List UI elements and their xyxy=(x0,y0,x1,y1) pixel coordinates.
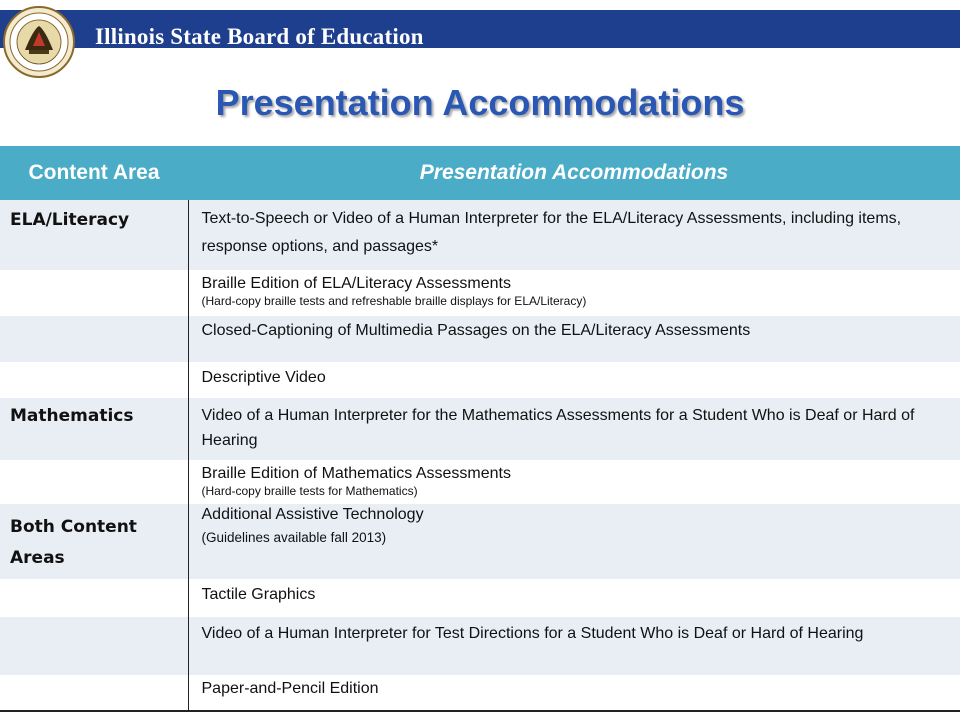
content-area-cell xyxy=(0,270,188,316)
accommodation-cell xyxy=(188,579,960,617)
accommodation-text: Additional Assistive Technology xyxy=(201,506,424,523)
content-area-cell: Both Content Areas xyxy=(0,504,188,579)
table-row xyxy=(0,617,960,675)
accommodation-text: Braille Edition of ELA/Literacy Assessments xyxy=(201,275,511,292)
table-bottom-border xyxy=(0,710,960,712)
accommodation-note: (Hard-copy braille tests for Mathematics) xyxy=(201,484,418,498)
accommodation-text: Tactile Graphics xyxy=(201,586,316,603)
accommodation-cell xyxy=(188,270,960,316)
accommodation-cell xyxy=(188,617,960,675)
table-row xyxy=(0,200,960,270)
content-area-cell: Mathematics xyxy=(0,398,188,460)
accommodation-text: Closed-Captioning of Multimedia Passages on the ELA/Literacy Assessments xyxy=(201,322,751,339)
accommodation-text: Video of a Human Interpreter for Test Directions for a Student Who is Deaf or Hard of Hearing xyxy=(201,625,864,642)
table-row xyxy=(0,460,960,504)
accommodation-text: Video of a Human Interpreter for the Mathematics Assessments for a Student Who is Deaf or Hard of Hearing xyxy=(201,407,915,449)
column-header-content-area: Content Area xyxy=(0,146,188,200)
table-row xyxy=(0,579,960,617)
org-title: Illinois State Board of Education xyxy=(95,24,424,49)
header xyxy=(0,0,960,78)
table-row xyxy=(0,675,960,710)
header-bar xyxy=(0,10,960,48)
accommodations-table xyxy=(0,146,960,710)
table-row xyxy=(0,398,960,460)
content-area-cell xyxy=(0,316,188,362)
table-header-row xyxy=(0,146,960,200)
accommodation-cell xyxy=(188,362,960,398)
content-area-cell xyxy=(0,579,188,617)
table-row xyxy=(0,316,960,362)
table-row xyxy=(0,362,960,398)
column-header-accommodations: Presentation Accommodations xyxy=(188,146,960,200)
accommodation-cell xyxy=(188,504,960,579)
state-seal-icon xyxy=(3,6,75,78)
accommodation-note: (Hard-copy braille tests and refreshable braille displays for ELA/Literacy) xyxy=(201,294,587,308)
accommodation-text: Paper-and-Pencil Edition xyxy=(201,680,379,697)
accommodation-cell xyxy=(188,316,960,362)
table-row xyxy=(0,270,960,316)
content-area-cell xyxy=(0,362,188,398)
content-area-cell xyxy=(0,675,188,710)
table-row xyxy=(0,504,960,579)
accommodation-note: (Guidelines available fall 2013) xyxy=(201,530,387,545)
slide-title: Presentation Accommodations xyxy=(215,82,745,123)
accommodation-cell xyxy=(188,200,960,270)
content-area-cell xyxy=(0,617,188,675)
accommodation-text: Descriptive Video xyxy=(201,369,326,386)
content-area-cell: ELA/Literacy xyxy=(0,200,188,270)
accommodation-text: Braille Edition of Mathematics Assessments xyxy=(201,465,511,482)
content-area-cell xyxy=(0,460,188,504)
accommodation-cell xyxy=(188,675,960,710)
accommodation-text: Text-to-Speech or Video of a Human Interpreter for the ELA/Literacy Assessments, including items, response options, and passages* xyxy=(201,210,902,256)
accommodation-cell xyxy=(188,398,960,460)
accommodation-cell xyxy=(188,460,960,504)
